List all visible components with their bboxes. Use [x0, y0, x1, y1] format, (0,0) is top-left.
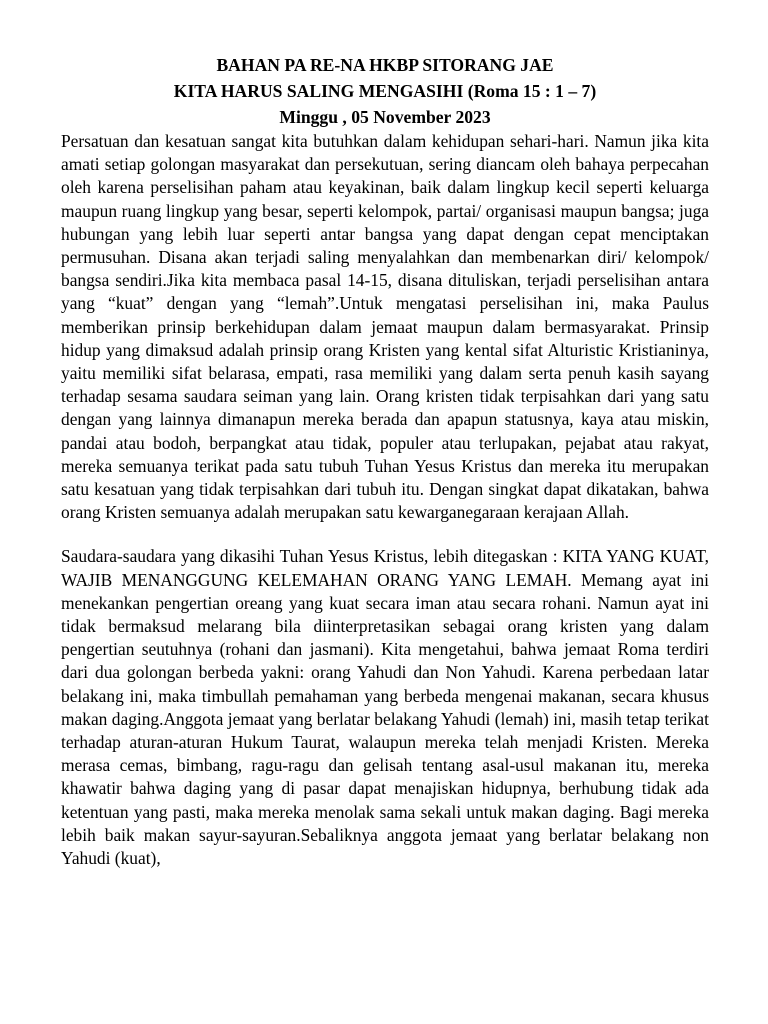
document-date: Minggu , 05 November 2023	[279, 107, 491, 127]
document-subtitle: KITA HARUS SALING MENGASIHI (Roma 15 : 1 – 7)	[173, 81, 597, 101]
document-title: BAHAN PA RE-NA HKBP SITORANG JAE	[216, 55, 554, 75]
document-page	[61, 52, 709, 870]
body-paragraph-1: Persatuan dan kesatuan sangat kita butuhkan dalam kehidupan sehari-hari. Namun jika kita amati setiap golongan masyarakat dan persekutuan, sering diancam oleh bahaya perpecahan oleh karena perselisihan paham atau keyakinan, baik dalam lingkup kecil seperti keluarga maupun ruang lingkup yang besar, seperti kelompok, partai/ organisasi maupun bangsa; juga hubungan yang lebih luar seperti antar bangsa yang dapat dengan cepat menciptakan permusuhan. Disana akan terjadi saling menyalahkan dan membenarkan diri/ kelompok/ bangsa sendiri.Jika kita membaca pasal 14-15, disana dituliskan, terjadi perselisihan antara yang “kuat” dengan yang “lemah”.Untuk mengatasi perselisihan ini, maka Paulus memberikan prinsip berkehidupan dalam jemaat maupun dalam bermasyarakat. Prinsip hidup yang dimaksud adalah prinsip orang Kristen yang kental sifat Alturistic Kristianinya, yaitu memiliki sifat belarasa, empati, rasa memiliki yang dalam serta penuh kasih sayang terhadap sesama saudara seiman yang lain. Orang kristen tidak terpisahkan dari yang satu dengan yang lainnya dimanapun mereka berada dan apapun statusnya, kaya atau miskin, pandai atau bodoh, berpangkat atau tidak, populer atau terlupakan, pejabat atau rakyat, mereka semuanya terikat pada satu tubuh Tuhan Yesus Kristus dan mereka itu merupakan satu kesatuan yang tidak terpisahkan dari tubuh itu. Dengan singkat dapat dikatakan, bahwa orang Kristen semuanya adalah merupakan satu kewarganegaraan kerajaan Allah.	[61, 131, 709, 523]
body-paragraph-2: Saudara-saudara yang dikasihi Tuhan Yesus Kristus, lebih ditegaskan : KITA YANG KUAT, WAJIB MENANGGUNG KELEMAHAN ORANG YANG LEMAH. Memang ayat ini menekankan pengertian oreang yang kuat secara iman atau secara rohani. Namun ayat ini tidak bermaksud melarang bila diinterpretasikan sebagai orang kristen yang dalam pengertian seutuhnya (rohani dan jasmani). Kita mengetahui, bahwa jemaat Roma terdiri dari dua golongan berbeda yakni: orang Yahudi dan Non Yahudi. Karena perbedaan latar belakang ini, maka timbullah pemahaman yang berbeda mengenai makanan, secara khusus makan daging.Anggota jemaat yang berlatar belakang Yahudi (lemah) ini, masih tetap terikat terhadap aturan-aturan Hukum Taurat, walaupun mereka telah menjadi Kristen. Mereka merasa cemas, bimbang, ragu-ragu dan gelisah tentang asal-usul makanan itu, mereka khawatir bahwa daging yang di pasar dapat menajiskan hidupnya, berhubung tidak ada ketentuan yang pasti, maka mereka menolak sama sekali untuk makan daging. Bagi mereka lebih baik makan sayur-sayuran.Sebaliknya anggota jemaat yang berlatar belakang non Yahudi (kuat),	[61, 546, 709, 869]
